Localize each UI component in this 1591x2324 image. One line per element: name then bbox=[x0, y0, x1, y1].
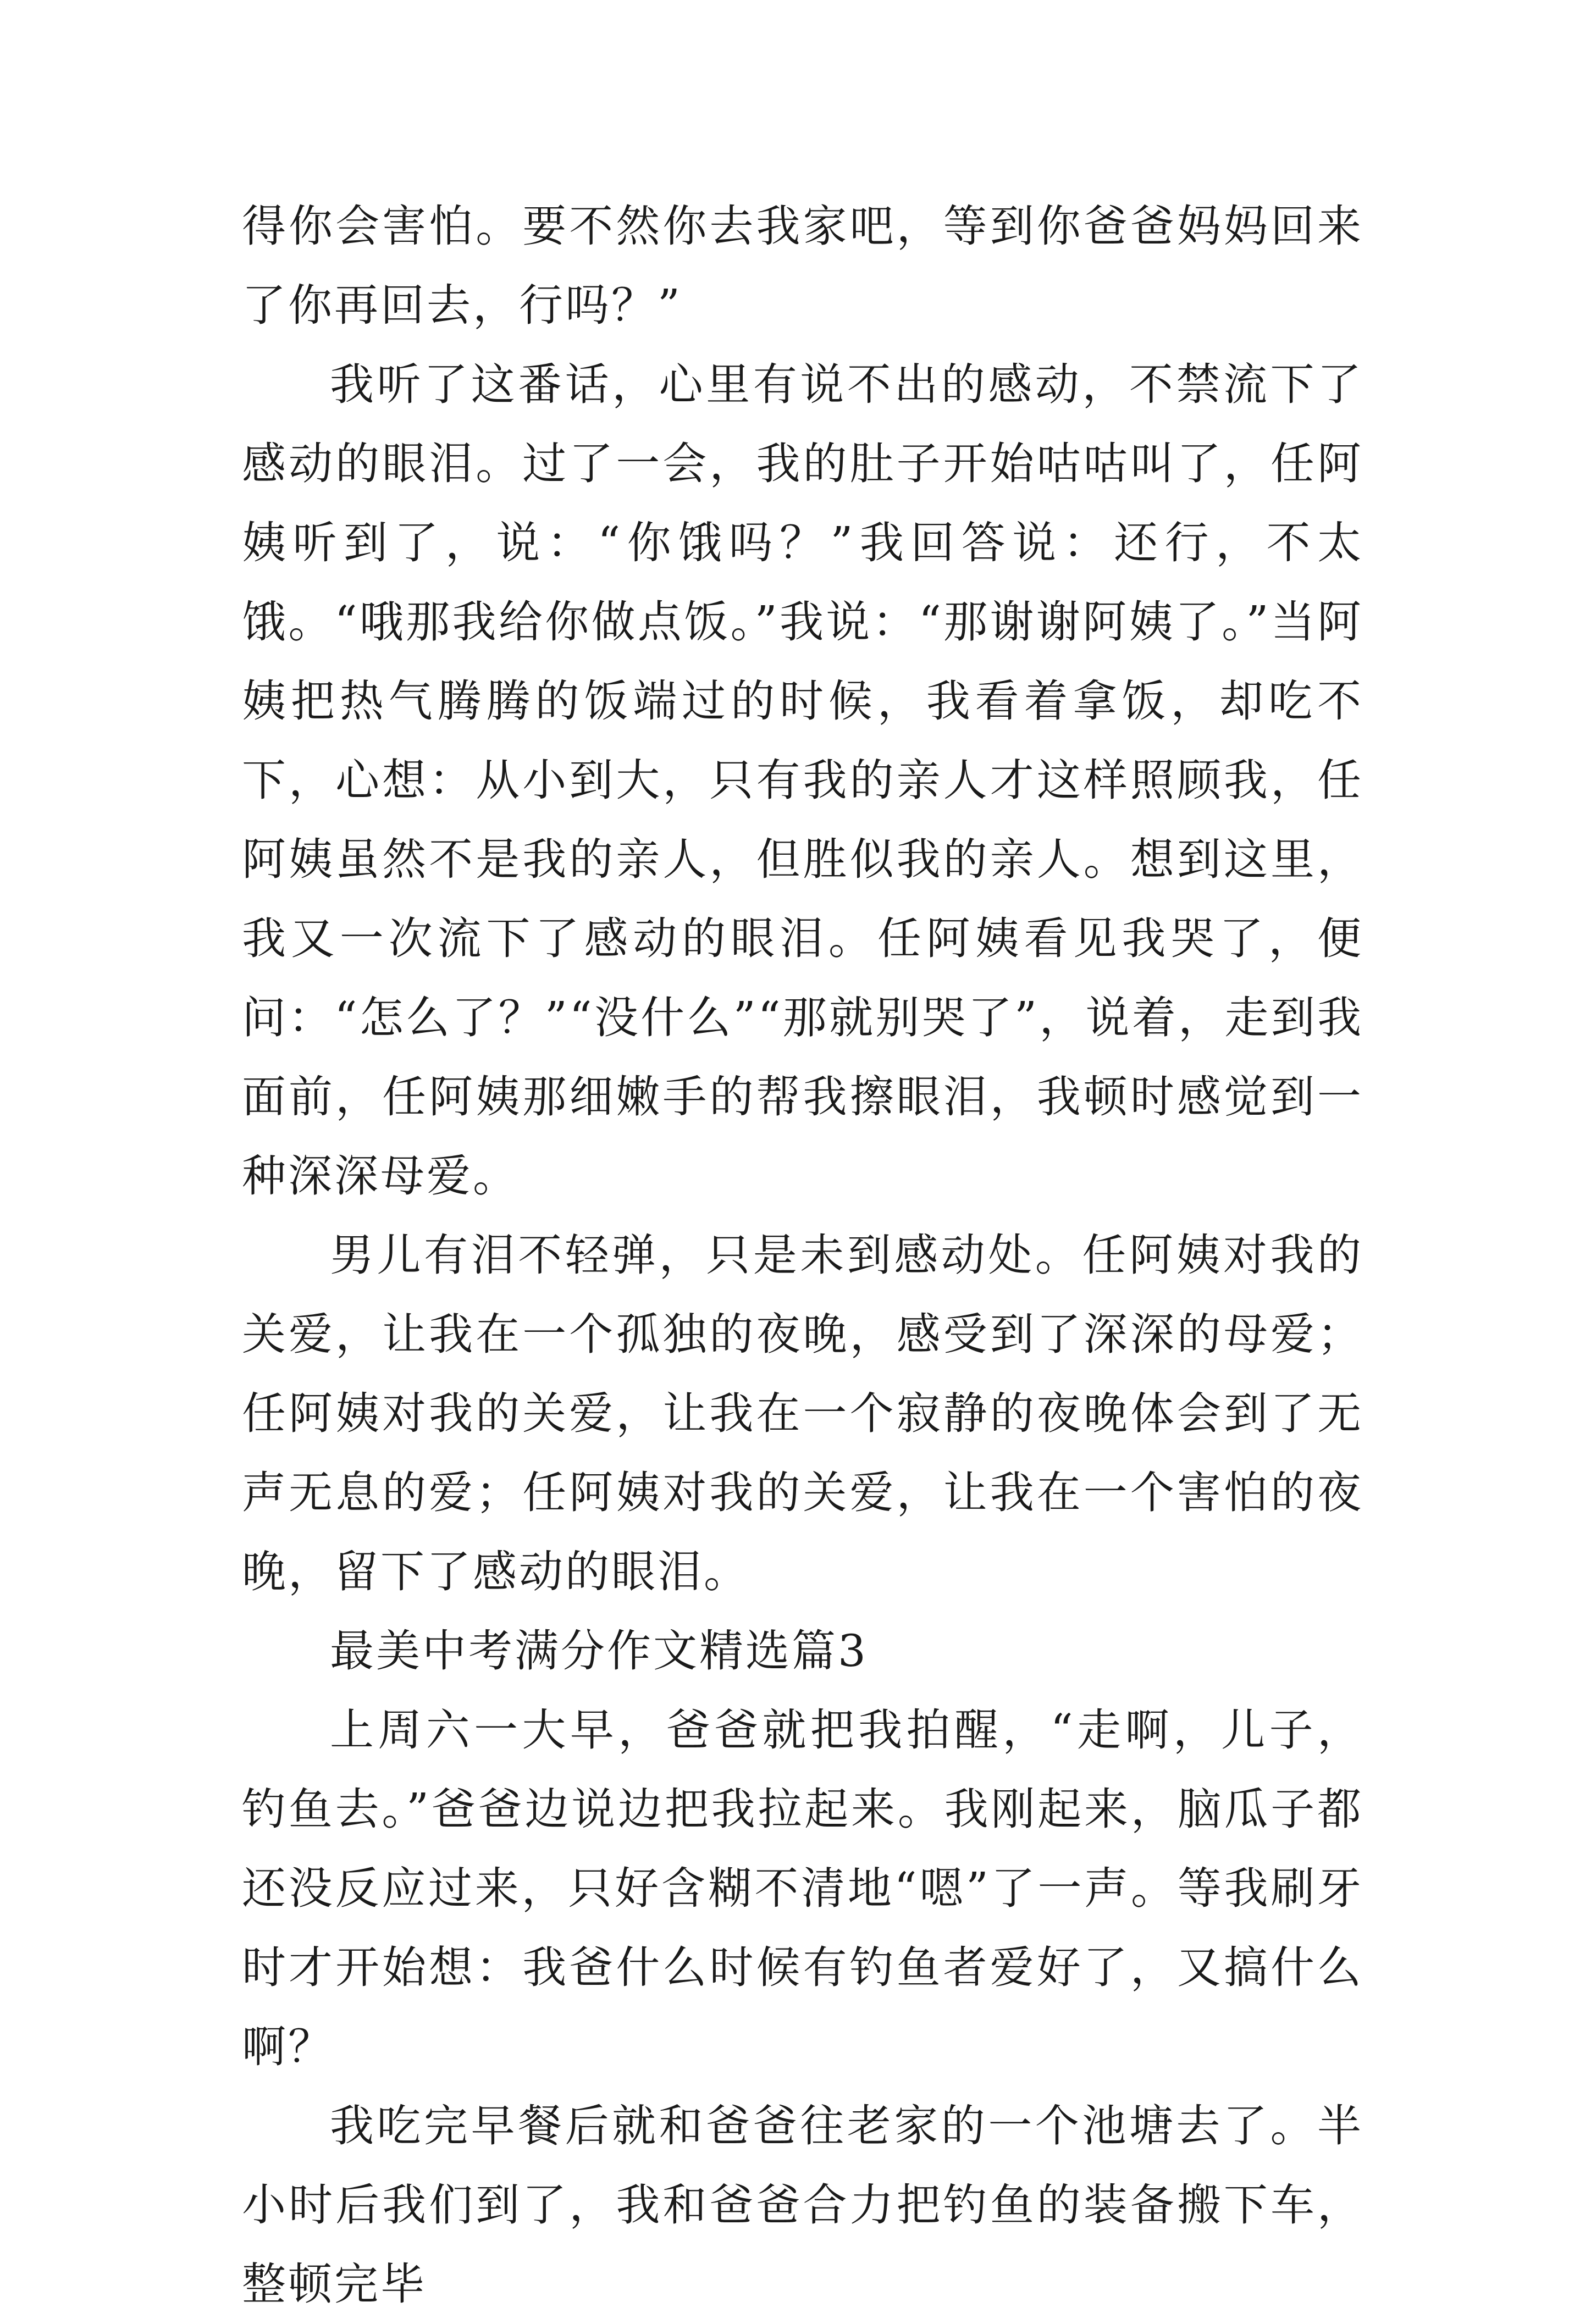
paragraph-fishing-arrival: 我吃完早餐后就和爸爸往老家的一个池塘去了。半小时后我们到了，我和爸爸合力把钓鱼的装备搬下车，整顿完毕 bbox=[242, 2100, 1363, 2310]
paragraph-fishing-start: 上周六一大早，爸爸就把我拍醒，“走啊，儿子，钓鱼去。”爸爸边说边把我拉起来。我刚起来，脑瓜子都还没反应过来，只好含糊不清地“嗯”了一声。等我刷牙时才开始想：我爸什么时候有钓鱼者爱好了，又搞什么啊？ bbox=[242, 1705, 1363, 2072]
paragraph-continued: 得你会害怕。要不然你去我家吧，等到你爸爸妈妈回来了你再回去，行吗？” bbox=[242, 201, 1363, 331]
paragraph-touching-moment: 我听了这番话，心里有说不出的感动，不禁流下了感动的眼泪。过了一会，我的肚子开始咕咕叫了，任阿姨听到了，说：“你饿吗？”我回答说：还行，不太饿。“哦那我给你做点饭。”我说：“那谢谢阿姨了。”当阿姨把热气腾腾的饭端过的时候，我看着拿饭，却吃不下，心想：从小到大，只有我的亲人才这样照顾我，任阿姨虽然不是我的亲人，但胜似我的亲人。想到这里，我又一次流下了感动的眼泪。任阿姨看见我哭了，便问：“怎么了？”“没什么”“那就别哭了”，说着，走到我面前，任阿姨那细嫩手的帮我擦眼泪，我顿时感觉到一种深深母爱。 bbox=[242, 359, 1363, 1202]
paragraph-conclusion: 男儿有泪不轻弹，只是未到感动处。任阿姨对我的关爱，让我在一个孤独的夜晚，感受到了深深的母爱；任阿姨对我的关爱，让我在一个寂静的夜晚体会到了无声无息的爱；任阿姨对我的关爱，让我在一个害怕的夜晚，留下了感动的眼泪。 bbox=[242, 1230, 1363, 1597]
section-heading: 最美中考满分作文精选篇3 bbox=[330, 1625, 868, 1676]
article-body bbox=[242, 187, 1363, 2324]
